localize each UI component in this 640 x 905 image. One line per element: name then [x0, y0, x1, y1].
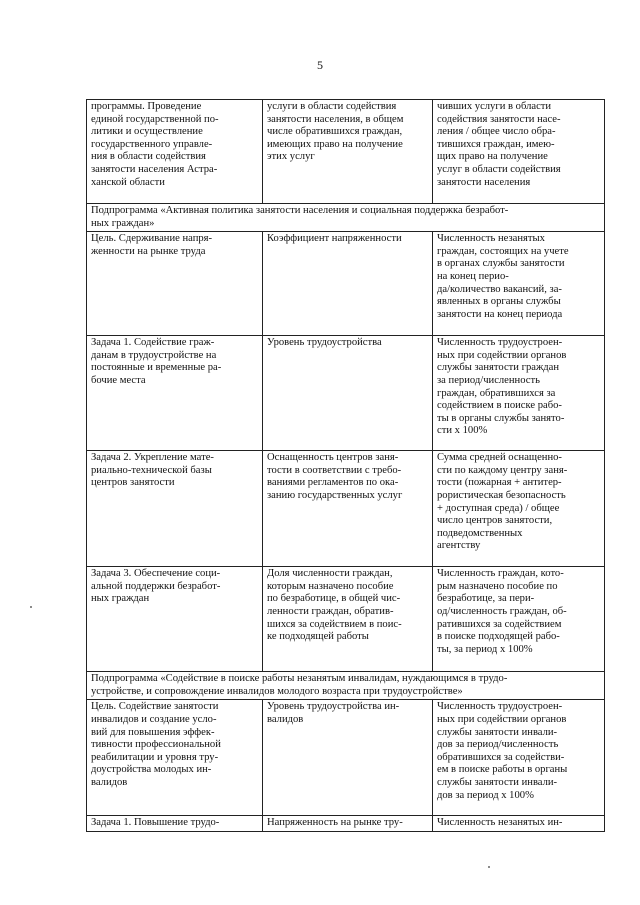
table-row	[87, 100, 605, 204]
subprogram-title: Подпрограмма «Содействие в поиске работы незанятым инвалидам, нуждающимся в трудо- устройстве, и сопровождение инвалидов молодого возраста при трудоустройстве»	[87, 672, 605, 700]
table-cell: Цель. Сдерживание напря- женности на рынке труда	[87, 232, 263, 336]
table-cell: Задача 2. Укрепление мате- риально-технической базы центров занятости	[87, 451, 263, 567]
table-row	[87, 700, 605, 816]
table-cell: Численность трудоустроен- ных при содействии органов службы занятости инвали- дов за период/численность обратившихся за содействи- ем в поиске работы в органы службы занятости инвали- дов за период х 100%	[433, 700, 605, 816]
table-cell: Сумма средней оснащенно- сти по каждому центру заня- тости (пожарная + антитер- рористическая безопасность + доступная среда) / общее число центров занятости, подведомственных агентству	[433, 451, 605, 567]
table-cell: Коэффициент напряженности	[263, 232, 433, 336]
table-row	[87, 451, 605, 567]
scan-speck	[30, 606, 32, 608]
table-cell: Оснащенность центров заня- тости в соответствии с требо- ваниями регламентов по ока- занию государственных услуг	[263, 451, 433, 567]
table-row	[87, 232, 605, 336]
table-cell: Численность незанятых граждан, состоящих на учете в органах службы занятости на конец перио- да/количество вакансий, за- явленных в органы службы занятости на конец периода	[433, 232, 605, 336]
table-cell: Доля численности граждан, которым назначено пособие по безработице, в общей чис- ленности граждан, обратив- шихся за содействием в поис- ке подходящей работы	[263, 567, 433, 672]
page-number: 5	[317, 58, 323, 72]
table-cell: Численность трудоустроен- ных при содействии органов службы занятости граждан за период/численность граждан, обратившихся за содействием в поиске рабо- ты в органы службы занято- сти х 100%	[433, 336, 605, 451]
table-cell: Численность незанятых ин-	[433, 816, 605, 832]
table-row	[87, 567, 605, 672]
table-cell: услуги в области содействия занятости населения, в общем числе обратившихся граждан, имеющих право на получение этих услуг	[263, 100, 433, 204]
table-cell: чивших услуги в области содействия занятости насе- ления / общее число обра- тившихся граждан, имею- щих право на получение услуг в области содействия занятости населения	[433, 100, 605, 204]
scan-speck	[488, 866, 490, 868]
indicators-table	[86, 99, 605, 832]
table-cell: программы. Проведение единой государственной по- литики и осуществление государственного управле- ния в области содействия занятости населения Астра- ханской области	[87, 100, 263, 204]
table-cell: Цель. Содействие занятости инвалидов и создание усло- вий для повышения эффек- тивности профессиональной реабилитации и уровня тру- доустройства молодых ин- валидов	[87, 700, 263, 816]
subprogram-row	[87, 672, 605, 700]
table-cell: Уровень трудоустройства	[263, 336, 433, 451]
table-cell: Задача 1. Содействие граж- данам в трудоустройстве на постоянные и временные ра- бочие места	[87, 336, 263, 451]
table-row	[87, 816, 605, 832]
table-cell: Численность граждан, кото- рым назначено пособие по безработице, за пери- од/численность граждан, об- ратившихся за содействием в поиске подходящей рабо- ты, за период х 100%	[433, 567, 605, 672]
subprogram-title: Подпрограмма «Активная политика занятости населения и социальная поддержка безработ- ных граждан»	[87, 204, 605, 232]
table-cell: Напряженность на рынке тру-	[263, 816, 433, 832]
table-cell: Задача 3. Обеспечение соци- альной поддержки безработ- ных граждан	[87, 567, 263, 672]
table-row	[87, 336, 605, 451]
subprogram-row	[87, 204, 605, 232]
table-cell: Уровень трудоустройства ин- валидов	[263, 700, 433, 816]
table-cell: Задача 1. Повышение трудо-	[87, 816, 263, 832]
